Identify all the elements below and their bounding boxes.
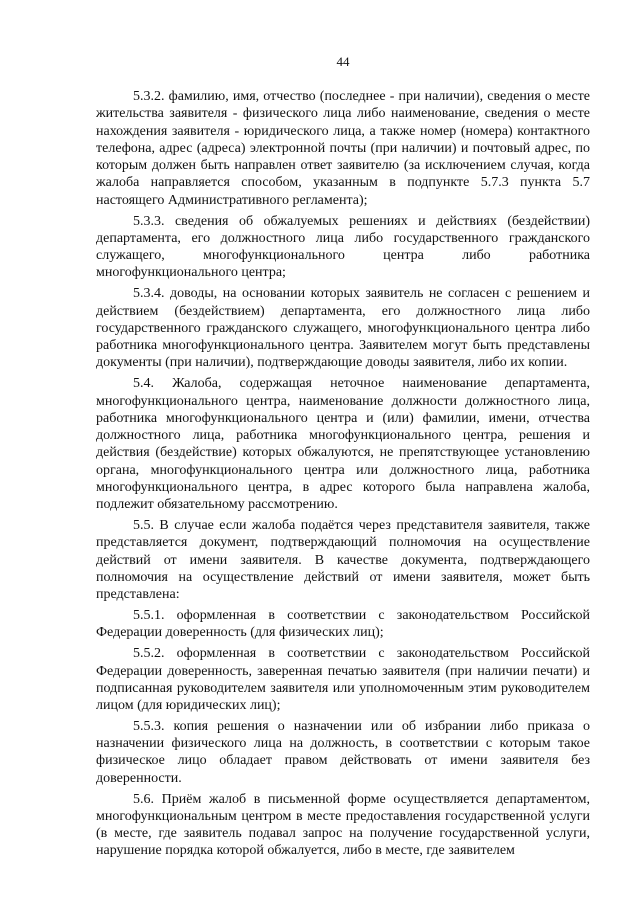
paragraph-5-3-4: 5.3.4. доводы, на основании которых заявитель не согласен с решением и действием (бездействием) департамента, его должностного лица либо государственного гражданского служащего, многофункционального центра либо работника многофункционального центра. Заявителем могут быть представлены документы (при наличии), подтверждающие доводы заявителя, либо их копии. bbox=[96, 286, 590, 371]
document-page bbox=[96, 54, 590, 863]
paragraph-5-5-2: 5.5.2. оформленная в соответствии с законодательством Российской Федерации доверенность, заверенная печатью заявителя (при наличии печати) и подписанная руководителем заявителя или уполномоченным этим руководителем лицом (для юридических лиц); bbox=[96, 646, 590, 714]
paragraph-5-5-3: 5.5.3. копия решения о назначении или об избрании либо приказа о назначении физического лица на должность, в соответствии с которым такое физическое лицо обладает правом действовать от имени заявителя без доверенности. bbox=[96, 718, 590, 786]
paragraph-5-3-3: 5.3.3. сведения об обжалуемых решениях и действиях (бездействии) департамента, его должностного лица либо государственного гражданского служащего, многофункционального центра либо работника многофункционального центра; bbox=[96, 213, 590, 281]
paragraph-5-6: 5.6. Приём жалоб в письменной форме осуществляется департаментом, многофункциональным центром в месте предоставления государственной услуги (в месте, где заявитель подавал запрос на получение государственной услуги, нарушение порядка которой обжалуется, либо в месте, где заявителем bbox=[96, 791, 590, 859]
paragraph-5-5: 5.5. В случае если жалоба подаётся через представителя заявителя, также представляется документ, подтверждающий полномочия на осуществление действий от имени заявителя. В качестве документа, подтверждающего полномочия на осуществление действий от имени заявителя, может быть представлена: bbox=[96, 518, 590, 603]
page-number: 44 bbox=[336, 54, 350, 69]
paragraph-5-3-2: 5.3.2. фамилию, имя, отчество (последнее - при наличии), сведения о месте жительства заявителя - физического лица либо наименование, сведения о месте нахождения заявителя - юридического лица, а также номер (номера) контактного телефона, адрес (адреса) электронной почты (при наличии) и почтовый адрес, по которым должен быть направлен ответ заявителю (за исключением случая, когда жалоба направляется способом, указанным в подпункте 5.7.3 пункта 5.7 настоящего Административного регламента); bbox=[96, 89, 590, 208]
paragraph-5-4: 5.4. Жалоба, содержащая неточное наименование департамента, многофункционального центра, наименование должности должностного лица, работника многофункционального центра и (или) фамилии, имени, отчества должностного лица, работника многофункционального центра, решения и действия (бездействие) которых обжалуются, не препятствующее установлению органа, многофункционального центра или должностного лица, работника многофункционального центра, в адрес которого была направлена жалоба, подлежит обязательному рассмотрению. bbox=[96, 376, 590, 513]
paragraph-5-5-1: 5.5.1. оформленная в соответствии с законодательством Российской Федерации доверенность (для физических лиц); bbox=[96, 608, 590, 641]
